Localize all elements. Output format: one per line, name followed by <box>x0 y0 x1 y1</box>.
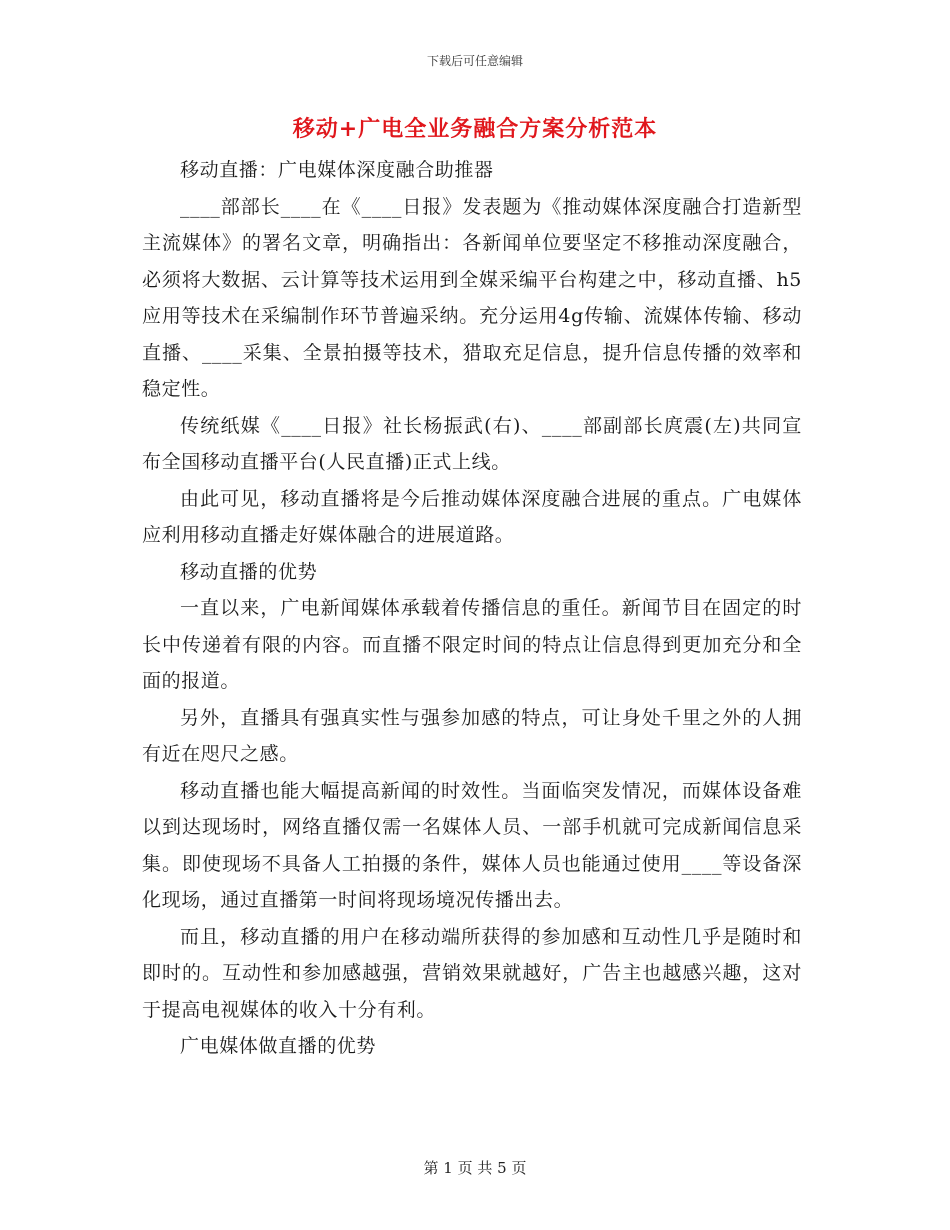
paragraph-subheading-2: 移动直播的优势 <box>180 560 318 583</box>
paragraph-subheading-3: 广电媒体做直播的优势 <box>180 1035 377 1057</box>
document-body <box>142 152 802 1065</box>
paragraph: 传统纸媒《____日报》社长杨振武(右)、____部副部长庹震(左)共同宣布全国移动直播平台(人民直播)正式上线。 <box>142 414 802 473</box>
paragraph-subheading-1: 移动直播：广电媒体深度融合助推器 <box>180 159 494 181</box>
header-note: 下载后可任意编辑 <box>426 54 523 68</box>
paragraph: ____部部长____在《____日报》发表题为《推动媒体深度融合打造新型主流媒体》的署名文章，明确指出：各新闻单位要坚定不移推动深度融合，必须将大数据、云计算等技术运用到全媒采编平台构建之中，移动直播、h5应用等技术在采编制作环节普遍采纳。充分运用4g传输、流媒体传输、移动直播、____采集、全景拍摄等技术，猎取充足信息，提升信息传播的效率和稳定性。 <box>142 195 802 400</box>
paragraph: 由此可见，移动直播将是今后推动媒体深度融合进展的重点。广电媒体应利用移动直播走好媒体融合的进展道路。 <box>142 487 802 546</box>
page-number: 第 1 页 共 5 页 <box>423 1159 527 1177</box>
paragraph: 移动直播也能大幅提高新闻的时效性。当面临突发情况，而媒体设备难以到达现场时，网络直播仅需一名媒体人员、一部手机就可完成新闻信息采集。即使现场不具备人工拍摄的条件，媒体人员也能通过使用____等设备深化现场，通过直播第一时间将现场境况传播出去。 <box>142 779 802 911</box>
paragraph: 而且，移动直播的用户在移动端所获得的参加感和互动性几乎是随时和即时的。互动性和参加感越强，营销效果就越好，广告主也越感兴趣，这对于提高电视媒体的收入十分有利。 <box>142 925 802 1021</box>
paragraph: 另外，直播具有强真实性与强参加感的特点，可让身处千里之外的人拥有近在咫尺之感。 <box>142 706 802 765</box>
paragraph: 一直以来，广电新闻媒体承载着传播信息的重任。新闻节目在固定的时长中传递着有限的内容。而直播不限定时间的特点让信息得到更加充分和全面的报道。 <box>142 597 802 692</box>
document-title: 移动+广电全业务融合方案分析范本 <box>292 116 658 142</box>
